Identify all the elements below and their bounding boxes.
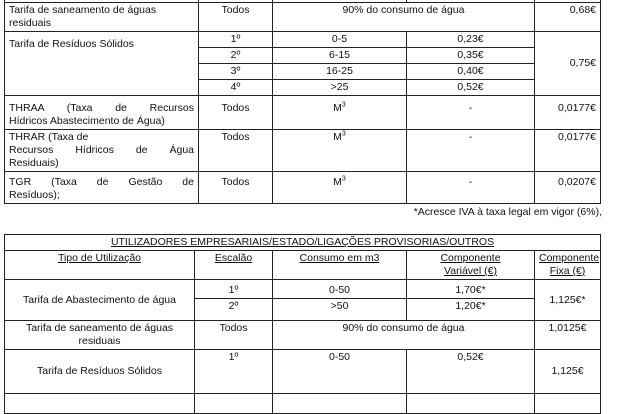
escalao-cell: 1º xyxy=(195,350,273,394)
unit-superscript: 3 xyxy=(341,175,346,183)
variavel-cell: 1,70€* xyxy=(407,280,535,299)
variavel-cell: 0,52€ xyxy=(407,80,535,96)
row-label: Tarifa de Abastecimento de água xyxy=(5,280,195,321)
table-header-row xyxy=(5,251,601,280)
row-label-line: Resíduos); xyxy=(9,189,60,201)
table-row xyxy=(5,172,601,204)
header-variavel: Componente Variável (€) xyxy=(407,251,535,280)
consumo-cell xyxy=(273,130,407,172)
variavel-cell: 0,52€ xyxy=(407,350,535,394)
variavel-cell: 1,20€* xyxy=(407,299,535,321)
consumo-cell: 6-15 xyxy=(273,48,407,64)
variavel-cell: 0,23€ xyxy=(407,32,535,48)
escalao-cell: Todos xyxy=(199,3,273,32)
fixa-cell: 0,0177€ xyxy=(535,130,601,172)
unit-superscript: 3 xyxy=(341,130,346,138)
table-row xyxy=(5,350,601,394)
header-escalao: Escalão xyxy=(195,251,273,280)
row-label-line: Recursos Hídricos de Água xyxy=(9,144,194,156)
consumo-cell: 90% do consumo de água xyxy=(273,3,535,32)
fixa-cell: 0,0207€ xyxy=(535,172,601,204)
consumo-cell xyxy=(273,96,407,130)
fixa-cell: 1,0125€ xyxy=(535,321,601,350)
fixa-cell: 0,68€ xyxy=(535,3,601,32)
variavel-cell: - xyxy=(407,96,535,130)
variavel-cell: - xyxy=(407,172,535,204)
consumo-cell: >50 xyxy=(273,299,407,321)
header-fixa: Componente Fixa (€) xyxy=(535,251,601,280)
row-label xyxy=(5,321,195,350)
unit-superscript: 3 xyxy=(341,101,346,109)
consumo-cell: 0-5 xyxy=(273,32,407,48)
consumo-cell: >25 xyxy=(273,80,407,96)
row-label xyxy=(5,130,199,172)
escalao-cell: 4º xyxy=(199,80,273,96)
row-label-line: Tarifa de saneamento de águas xyxy=(25,322,174,334)
unit-text: M xyxy=(333,102,342,114)
table-title-row xyxy=(5,235,601,251)
row-label: Tarifa de saneamento de águas residuais xyxy=(5,3,199,32)
row-label-line: TGR (Taxa de Gestão de xyxy=(9,176,194,188)
table-row xyxy=(5,280,601,299)
row-label-line: Residuais) xyxy=(9,157,59,169)
fixa-cell: 1,125€* xyxy=(535,280,601,321)
row-label xyxy=(5,172,199,204)
table-row xyxy=(5,32,601,48)
consumo-cell: 0-50 xyxy=(273,350,407,394)
escalao-cell: Todos xyxy=(199,172,273,204)
row-label-line: Hídricos Abastecimento de Água) xyxy=(9,115,165,127)
escalao-cell: Todos xyxy=(199,96,273,130)
fixa-cell: 1,125€ xyxy=(535,350,601,394)
table-row xyxy=(5,321,601,350)
consumo-cell: 90% do consumo de água xyxy=(273,321,535,350)
table-row xyxy=(5,130,601,172)
header-consumo: Consumo em m3 xyxy=(273,251,407,280)
variavel-cell: 0,35€ xyxy=(407,48,535,64)
vat-note: *Acresce IVA à taxa legal em vigor (6%), xyxy=(413,206,602,218)
row-label-line: THRAR (Taxa de xyxy=(9,131,89,143)
fixa-cell: 0,0177€ xyxy=(535,96,601,130)
table-title: UTILIZADORES EMPRESARIAIS/ESTADO/LIGAÇÕES PROVISORIAS/OUTROS xyxy=(5,235,601,251)
fixa-cell: 0,75€ xyxy=(535,32,601,96)
escalao-cell: 2º xyxy=(195,299,273,321)
row-label xyxy=(5,96,199,130)
table-row xyxy=(5,394,601,414)
tariff-table-domestic xyxy=(4,0,601,204)
table-row xyxy=(5,96,601,130)
escalao-cell: 1º xyxy=(195,280,273,299)
unit-text: M xyxy=(333,131,342,143)
tariff-table-business xyxy=(4,234,601,414)
escalao-cell: Todos xyxy=(199,130,273,172)
unit-text: M xyxy=(333,176,342,188)
variavel-cell: - xyxy=(407,130,535,172)
variavel-cell: 0,40€ xyxy=(407,64,535,80)
table-row xyxy=(5,3,601,32)
row-label: Tarifa de Resíduos Sólidos xyxy=(5,32,199,96)
escalao-cell: Todos xyxy=(195,321,273,350)
row-label-line: residuais xyxy=(78,335,121,347)
escalao-cell: 3º xyxy=(199,64,273,80)
escalao-cell: 1º xyxy=(199,32,273,48)
consumo-cell: 0-50 xyxy=(273,280,407,299)
row-label-line: THRAA (Taxa de Recursos xyxy=(9,102,194,114)
header-tipo: Tipo de Utilização xyxy=(5,251,195,280)
consumo-cell xyxy=(273,172,407,204)
escalao-cell: 2º xyxy=(199,48,273,64)
consumo-cell: 16-25 xyxy=(273,64,407,80)
row-label: Tarifa de Resíduos Sólidos xyxy=(5,350,195,394)
